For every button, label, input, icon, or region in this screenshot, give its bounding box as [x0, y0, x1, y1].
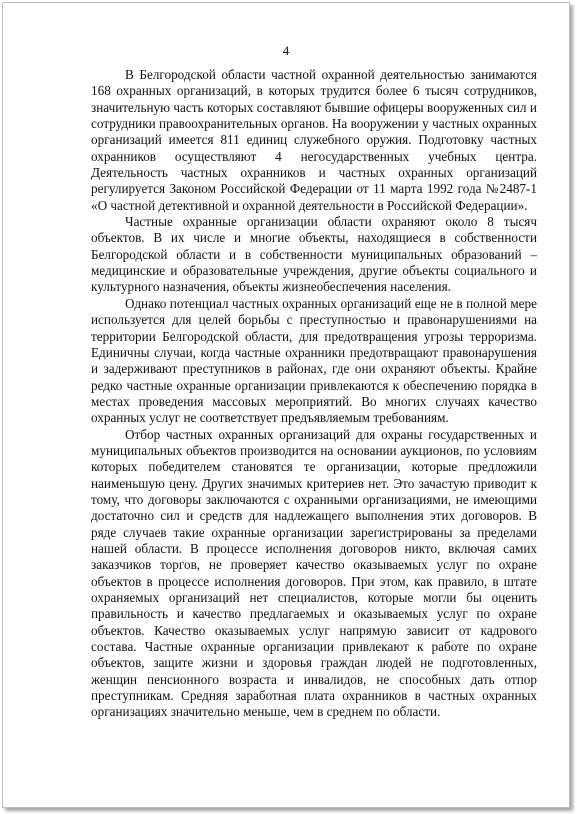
page-number: 4: [282, 43, 290, 58]
paragraph-selection-process: Отбор частных охранных организаций для охраны государственных и муниципальных объектов производится на основании аукционов, по условиям которых победителем становятся те организации, которые предложили наименьшую цену. Других значимых критериев нет. Это зачастую приводит к тому, что договоры заключаются с охранными организациями, не имеющими достаточно сил и средств для надлежащего выполнения этих договоров. В ряде случаев такие охранные организации зарегистрированы за пределами нашей области. В процессе исполнения договоров никто, включая самих заказчиков торгов, не проверяет качество оказываемых услуг по охране объектов в процессе исполнения договоров. При этом, как правило, в штате охраняемых организаций нет специалистов, которые могли бы оценить правильность и качество предлагаемых и оказываемых услуг по охране объектов. Качество оказываемых услуг напрямую зависит от кадрового состава. Частные охранные организации привлекают к работе по охране объектов, защите жизни и здоровья граждан людей не подготовленных, женщин пенсионного возраста и инвалидов, не способных дать отпор преступникам. Средняя заработная плата охранников в частных охранных организациях значительно меньше, чем в среднем по области.: [91, 426, 537, 720]
paragraph-security-organizations: В Белгородской области частной охранной деятельностью занимаются 168 охранных организаций, в которых трудится более 6 тысяч сотрудников, значительную часть которых составляют бывшие офицеры вооруженных сил и сотрудники правоохранительных органов. На вооружении у частных охранных организаций имеется 811 единиц служебного оружия. Подготовку частных охранников осуществляют 4 негосударственных учебных центра. Деятельность частных охранников и частных охранных организаций регулируется Законом Российской Федерации от 11 марта 1992 года №2487-1 «О частной детективной и охранной деятельности в Российской Федерации».: [91, 67, 537, 213]
document-body: [91, 67, 537, 721]
paragraph-crime-prevention: Однако потенциал частных охранных организаций еще не в полной мере используется для целей борьбы с преступностью и правонарушениями на территории Белгородской области, для предотвращения угрозы терроризма. Единичны случаи, когда частные охранники предотвращают правонарушения и задерживают преступников в районах, где они охраняют объекты. Крайне редко частные охранные организации привлекаются к обеспечению порядка в местах проведения массовых мероприятий. Во многих случаях качество охранных услуг не соответствует предъявляемым требованиям.: [91, 295, 537, 426]
paragraph-protected-objects: Частные охранные организации области охраняют около 8 тысяч объектов. В их числе и многие объекты, находящиеся в собственности Белгородской области и в собственности муниципальных образований – медицинские и образовательные учреждения, другие объекты социального и культурного назначения, объекты жизнеобеспечения населения.: [91, 214, 537, 295]
document-page: [2, 2, 570, 808]
